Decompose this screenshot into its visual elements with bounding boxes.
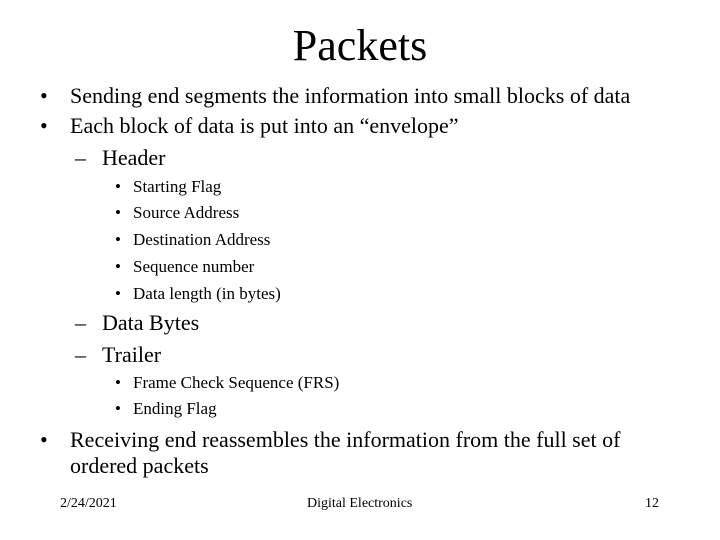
trailer-item-fcs: Frame Check Sequence (FRS)	[133, 373, 340, 392]
footer-page-number: 12	[645, 496, 659, 511]
bullet-marker: •	[40, 113, 48, 138]
dash-marker: –	[75, 145, 86, 170]
bullet-marker: •	[40, 83, 48, 108]
bullet-sending-end: Sending end segments the information into small blocks of data	[70, 83, 631, 108]
bullet-envelope: Each block of data is put into an “envelope”	[70, 113, 459, 138]
bullet-marker: •	[40, 427, 48, 452]
dash-marker: –	[75, 310, 86, 335]
bullet-receiving-end-line2: ordered packets	[70, 453, 209, 478]
bullet-marker: •	[115, 203, 121, 222]
header-item-source-address: Source Address	[133, 203, 240, 222]
sub-trailer: Trailer	[102, 342, 162, 367]
slide-title: Packets	[292, 21, 428, 70]
footer-date: 2/24/2021	[60, 496, 117, 511]
header-item-data-length: Data length (in bytes)	[133, 284, 281, 303]
header-item-destination-address: Destination Address	[133, 230, 271, 249]
bullet-marker: •	[115, 177, 121, 196]
header-item-sequence-number: Sequence number	[133, 257, 255, 276]
sub-header: Header	[102, 145, 166, 170]
dash-marker: –	[75, 342, 86, 367]
trailer-item-ending-flag: Ending Flag	[133, 399, 217, 418]
bullet-marker: •	[115, 257, 121, 276]
bullet-receiving-end-line1: Receiving end reassembles the information from the full set of	[70, 427, 621, 452]
bullet-marker: •	[115, 284, 121, 303]
footer-title: Digital Electronics	[307, 496, 413, 511]
bullet-marker: •	[115, 399, 121, 418]
sub-data-bytes: Data Bytes	[102, 310, 200, 335]
header-item-starting-flag: Starting Flag	[133, 177, 222, 196]
bullet-marker: •	[115, 230, 121, 249]
bullet-marker: •	[115, 373, 121, 392]
